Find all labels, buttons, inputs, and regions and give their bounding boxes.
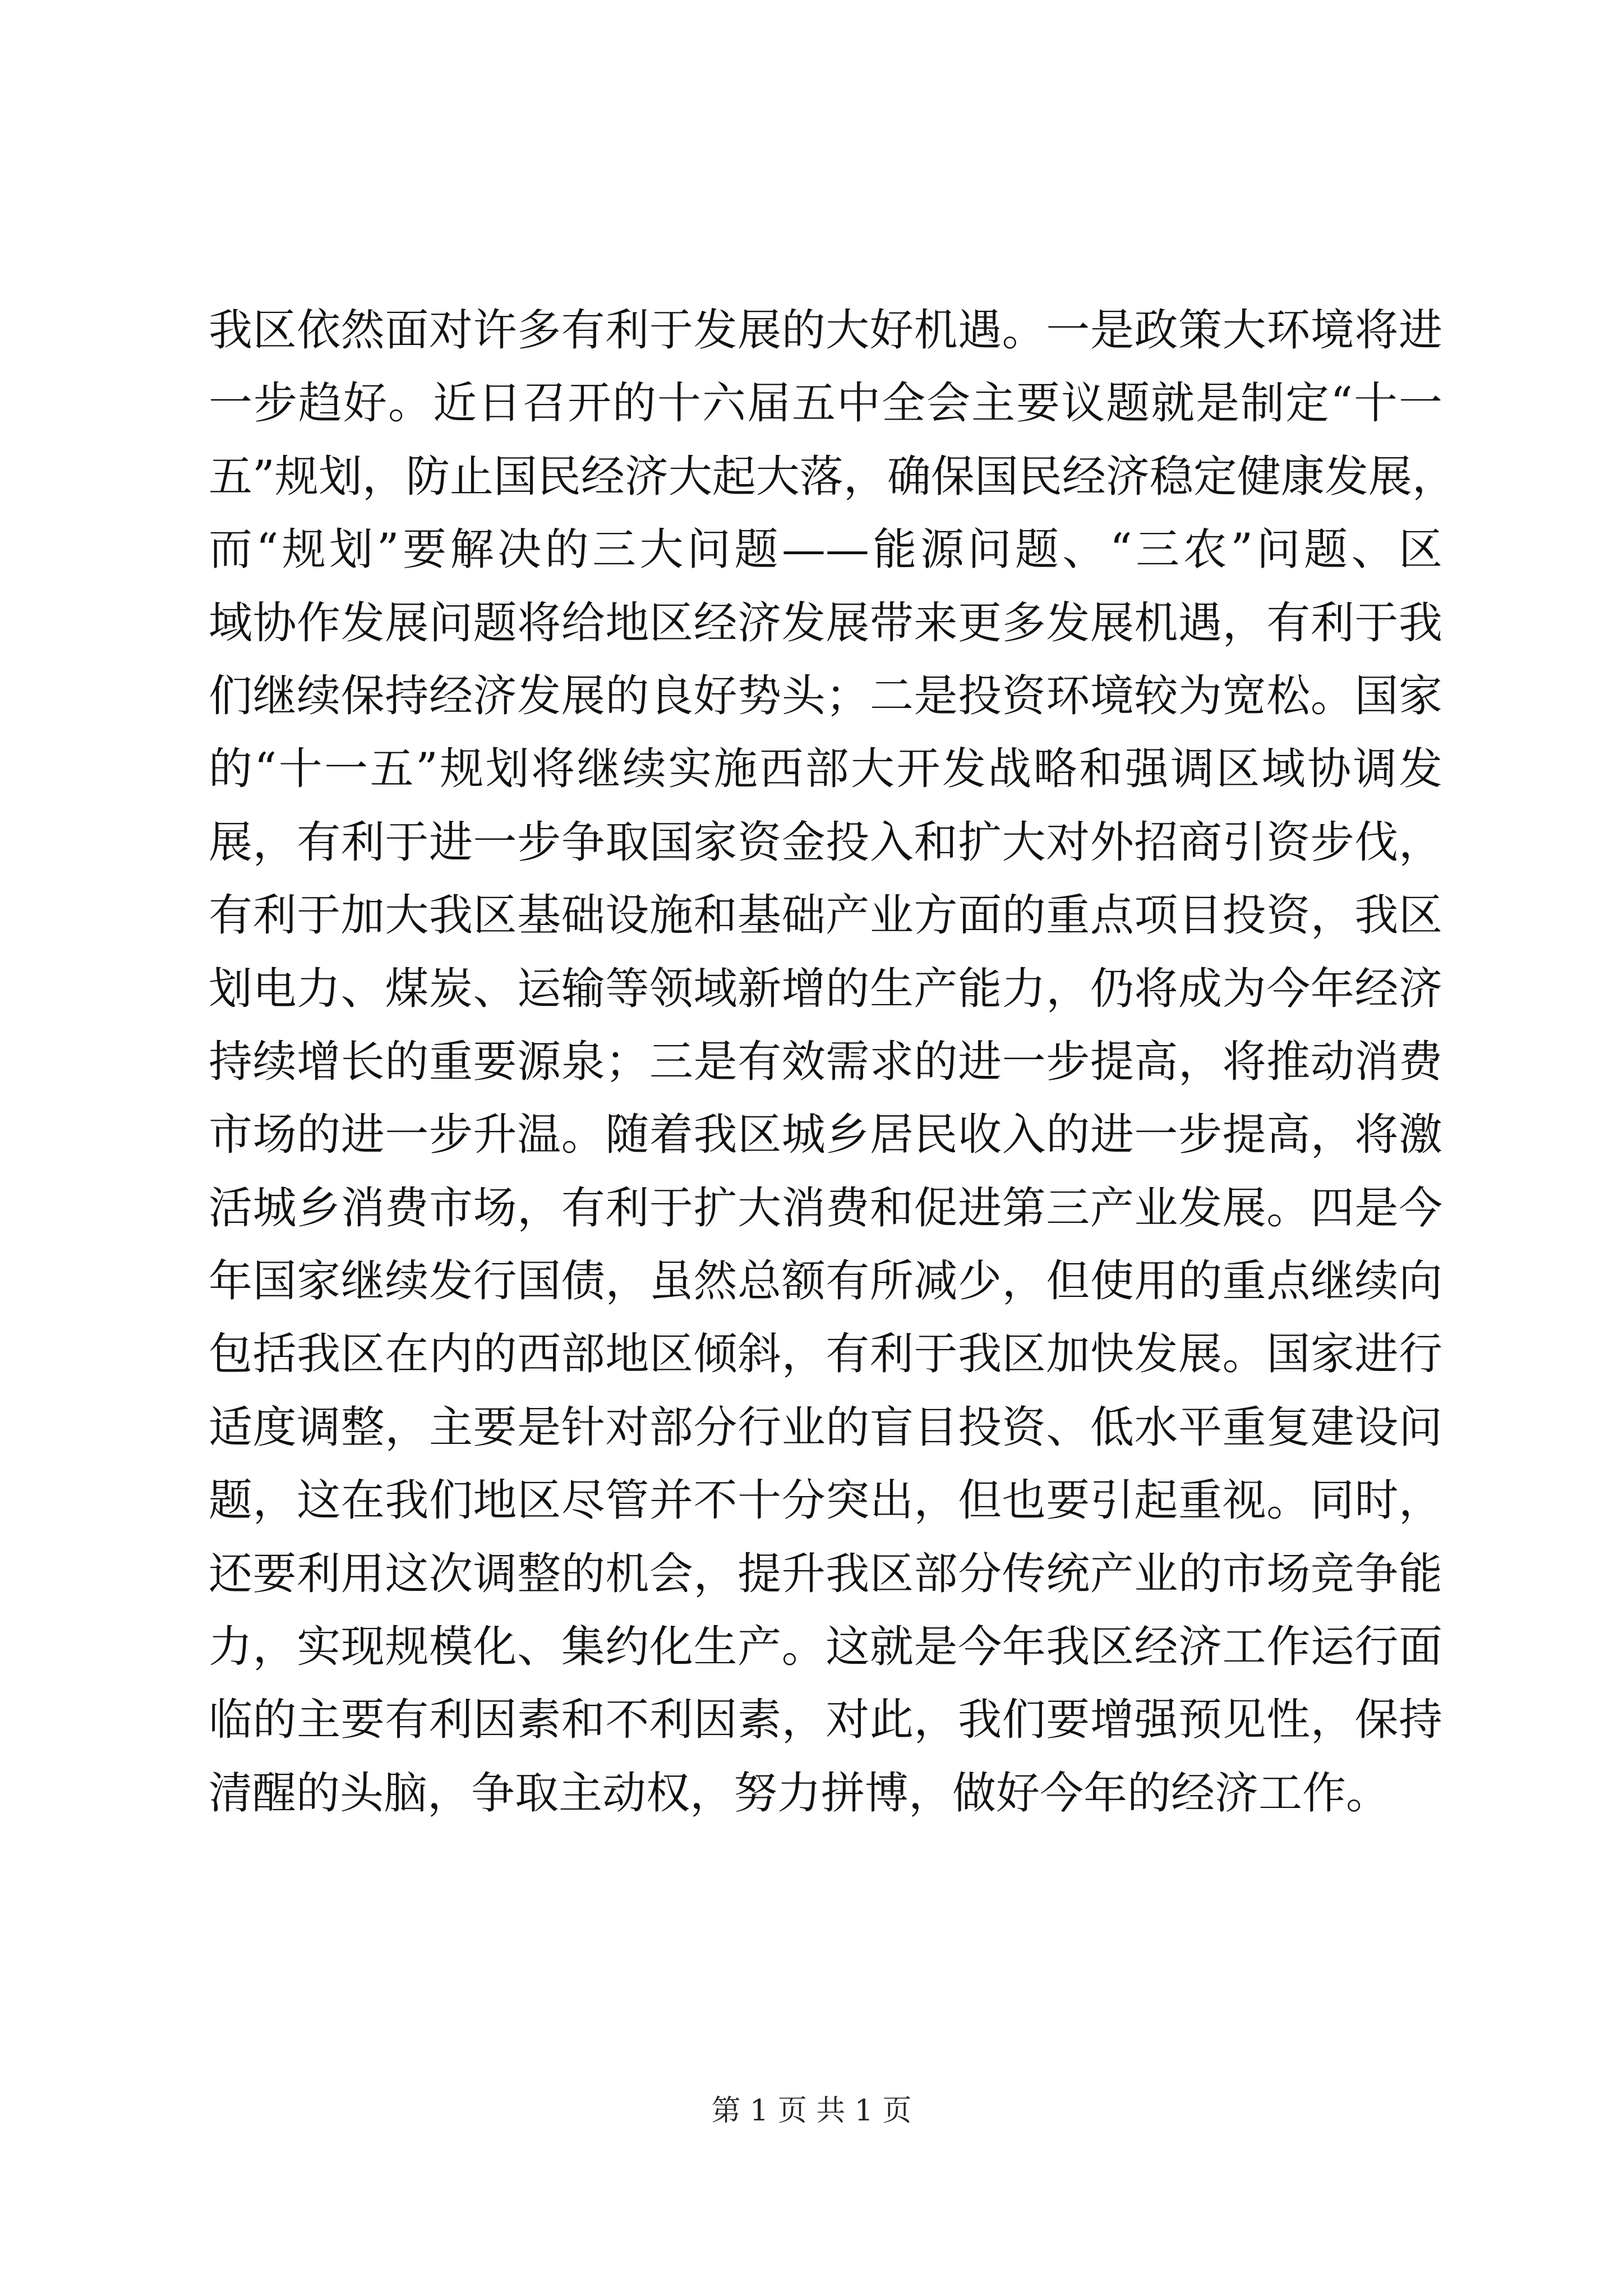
text-line: 包括我区在内的西部地区倾斜，有利于我区加快发展。国家进行 (209, 1329, 1442, 1380)
text-line: 力，实现规模化、集约化生产。这就是今年我区经济工作运行面 (209, 1622, 1442, 1673)
text-line: 临的主要有利因素和不利因素，对此，我们要增强预见性，保持 (209, 1695, 1442, 1746)
text-line: 而“规划”要解决的三大问题——能源问题、“三农”问题、区 (209, 524, 1442, 576)
text-line: 们继续保持经济发展的良好势头；二是投资环境较为宽松。国家 (209, 670, 1442, 721)
text-line: 年国家继续发行国债，虽然总额有所减少，但使用的重点继续向 (209, 1256, 1442, 1307)
text-line: 一步趋好。近日召开的十六届五中全会主要议题就是制定“十一 (209, 378, 1442, 429)
text-line: 划电力、煤炭、运输等领域新增的生产能力，仍将成为今年经济 (209, 963, 1442, 1014)
text-line: 我区依然面对许多有利于发展的大好机遇。一是政策大环境将进 (209, 305, 1442, 356)
page-footer: 第 1 页 共 1 页 (711, 2094, 912, 2128)
text-line: 适度调整，主要是针对部分行业的盲目投资、低水平重复建设问 (209, 1402, 1442, 1453)
text-line: 清醒的头脑，争取主动权，努力拼博，做好今年的经济工作。 (209, 1768, 1390, 1819)
text-line: 的“十一五”规划将继续实施西部大开发战略和强调区域协调发 (209, 744, 1442, 795)
text-line: 市场的进一步升温。随着我区城乡居民收入的进一步提高，将激 (209, 1110, 1442, 1161)
text-line: 有利于加大我区基础设施和基础产业方面的重点项目投资，我区 (209, 890, 1442, 941)
text-line: 域协作发展问题将给地区经济发展带来更多发展机遇，有利于我 (209, 597, 1442, 648)
text-line: 还要利用这次调整的机会，提升我区部分传统产业的市场竞争能 (209, 1548, 1442, 1599)
text-line: 展，有利于进一步争取国家资金投入和扩大对外招商引资步伐， (209, 817, 1442, 868)
text-line: 题，这在我们地区尽管并不十分突出，但也要引起重视。同时， (209, 1475, 1442, 1526)
text-line: 活城乡消费市场，有利于扩大消费和促进第三产业发展。四是今 (209, 1182, 1442, 1234)
text-line: 持续增长的重要源泉；三是有效需求的进一步提高，将推动消费 (209, 1036, 1442, 1087)
body-paragraph (209, 294, 1456, 1830)
text-line: 五”规划，防止国民经济大起大落，确保国民经济稳定健康发展， (209, 451, 1456, 502)
